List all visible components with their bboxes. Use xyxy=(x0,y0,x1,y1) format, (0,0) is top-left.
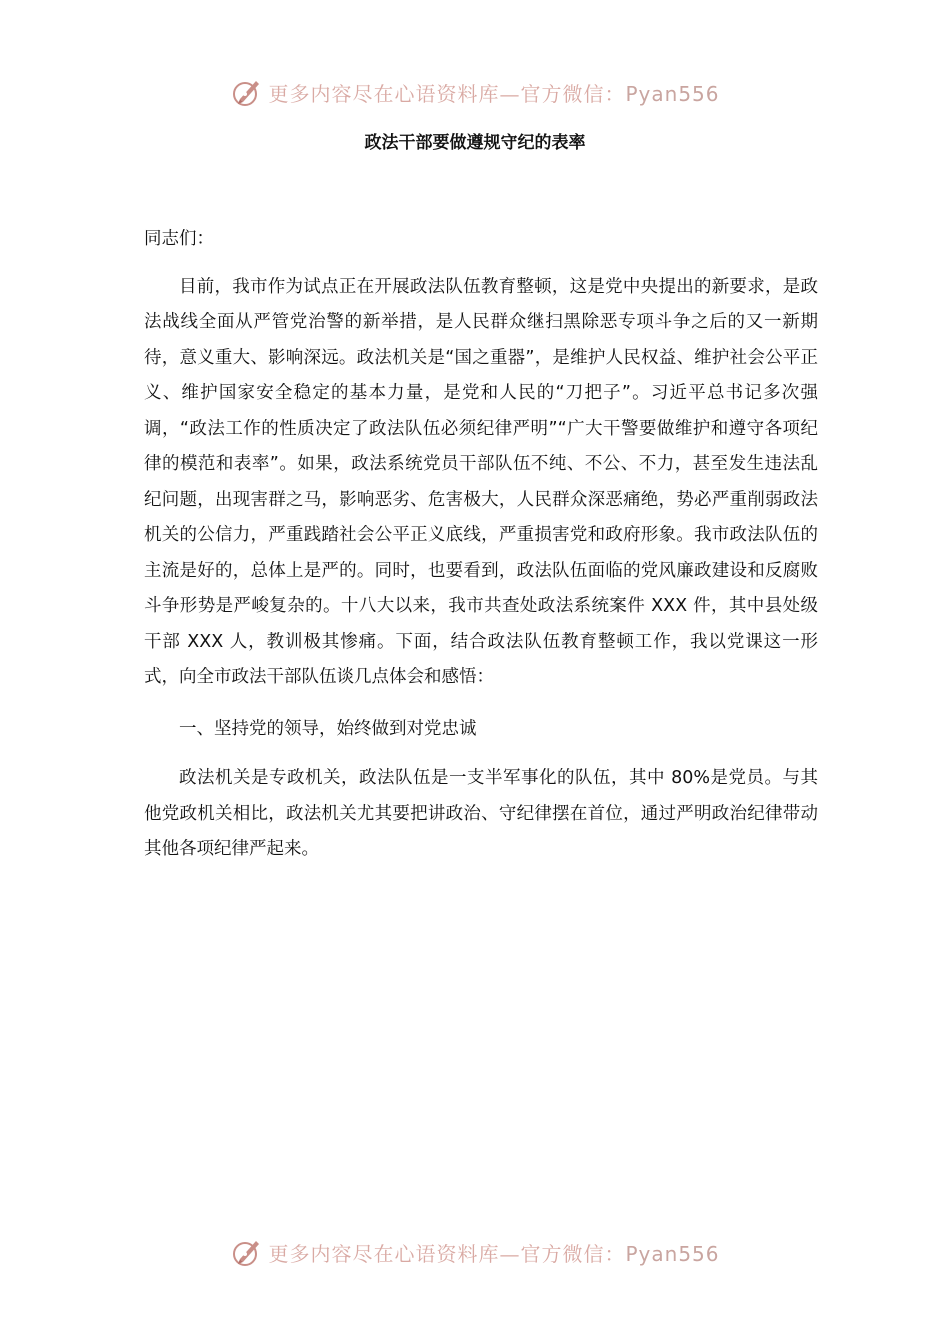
watermark-header xyxy=(0,72,950,112)
pen-nib-logo-icon xyxy=(230,1235,264,1269)
paragraph-intro: 目前，我市作为试点正在开展政法队伍教育整顿，这是党中央提出的新要求，是政法战线全面从严管党治警的新举措，是人民群众继扫黑除恶专项斗争之后的又一新期待，意义重大、影响深远。政法机关是“国之重器”，是维护人民权益、维护社会公平正义、维护国家安全稳定的基本力量，是党和人民的“刀把子”。习近平总书记多次强调，“政法工作的性质决定了政法队伍必须纪律严明”“广大干警要做维护和遵守各项纪律的模范和表率”。如果，政法系统党员干部队伍不纯、不公、不力，甚至发生违法乱纪问题，出现害群之马，影响恶劣、危害极大，人民群众深恶痛绝，势必严重削弱政法机关的公信力，严重践踏社会公平正义底线，严重损害党和政府形象。我市政法队伍的主流是好的，总体上是严的。同时，也要看到，政法队伍面临的党风廉政建设和反腐败斗争形势是严峻复杂的。十八大以来，我市共查处政法系统案件 XXX 件，其中县处级干部 XXX 人，教训极其惨痛。下面，结合政法队伍教育整顿工作，我以党课这一形式，向全市政法干部队伍谈几点体会和感悟： xyxy=(144,276,818,687)
pen-nib-logo-icon xyxy=(230,75,264,109)
section-heading-1: 一、坚持党的领导，始终做到对党忠诚 xyxy=(179,718,477,739)
salutation: 同志们： xyxy=(144,229,214,249)
watermark-text: 更多内容尽在心语资料库—官方微信：Pyan556 xyxy=(268,1241,720,1266)
document-title: 政法干部要做遵规守纪的表率 xyxy=(364,133,586,153)
watermark-footer xyxy=(0,1232,950,1272)
document-body xyxy=(144,222,818,868)
watermark-text: 更多内容尽在心语资料库—官方微信：Pyan556 xyxy=(268,81,720,106)
paragraph-section-1: 政法机关是专政机关，政法队伍是一支半军事化的队伍，其中 80%是党员。与其他党政机关相比，政法机关尤其要把讲政治、守纪律摆在首位，通过严明政治纪律带动其他各项纪律严起来。 xyxy=(144,768,818,859)
